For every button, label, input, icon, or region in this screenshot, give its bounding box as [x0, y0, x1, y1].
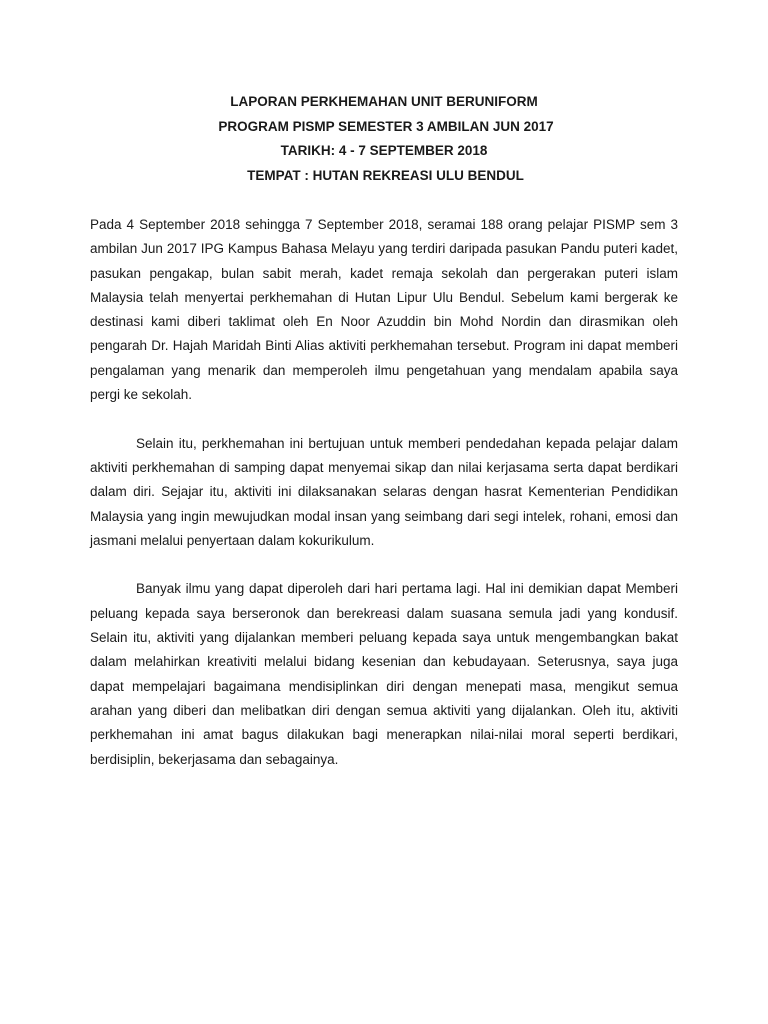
- date-line: TARIKH: 4 - 7 SEPTEMBER 2018: [280, 143, 488, 158]
- report-body: [90, 213, 678, 796]
- venue-line: TEMPAT : HUTAN REKREASI ULU BENDUL: [247, 167, 524, 183]
- report-header: [0, 90, 768, 188]
- report-title: LAPORAN PERKHEMAHAN UNIT BERUNIFORM: [230, 94, 538, 109]
- paragraph-3: Banyak ilmu yang dapat diperoleh dari hari pertama lagi. Hal ini demikian dapat Memberi peluang kepada saya berseronok dan berekreasi dalam suasana semula jadi yang kondusif. Selain itu, aktiviti yang dijalankan memberi peluang kepada saya untuk mengembangkan bakat dalam melahirkan kreativiti melalui bidang kesenian dan kebudayaan. Seterusnya, saya juga dapat mempelajari bagaimana mendisiplinkan diri dengan menepati masa, mengikut semua arahan yang diberi dan melibatkan diri dengan semua aktiviti yang dijalankan. Oleh itu, aktiviti perkhemahan ini amat bagus dilakukan bagi menerapkan nilai-nilai moral seperti berdikari, berdisiplin, bekerjasama dan sebagainya.: [90, 581, 678, 767]
- program-title: PROGRAM PISMP SEMESTER 3 AMBILAN JUN 2017: [218, 118, 554, 134]
- paragraph-2: Selain itu, perkhemahan ini bertujuan untuk memberi pendedahan kepada pelajar dalam aktiviti perkhemahan di samping dapat menyemai sikap dan nilai kerjasama serta dapat berdikari dalam diri. Sejajar itu, aktiviti ini dilaksanakan selaras dengan hasrat Kementerian Pendidikan Malaysia yang ingin mewujudkan modal insan yang seimbang dari segi intelek, rohani, emosi dan jasmani melalui penyertaan dalam kokurikulum.: [90, 435, 678, 548]
- paragraph-1: Pada 4 September 2018 sehingga 7 September 2018, seramai 188 orang pelajar PISMP sem 3 ambilan Jun 2017 IPG Kampus Bahasa Melayu yang terdiri daripada pasukan Pandu puteri kadet, pasukan pengakap, bulan sabit merah, kadet remaja sekolah dan pergerakan puteri islam Malaysia telah menyertai perkhemahan di Hutan Lipur Ulu Bendul. Sebelum kami bergerak ke destinasi kami diberi taklimat oleh En Noor Azuddin bin Mohd Nordin dan dirasmikan oleh pengarah Dr. Hajah Maridah Binti Alias aktiviti perkhemahan tersebut. Program ini dapat memberi pengalaman yang menarik dan memperoleh ilmu pengetahuan yang mendalam apabila saya pergi ke sekolah.: [90, 217, 678, 403]
